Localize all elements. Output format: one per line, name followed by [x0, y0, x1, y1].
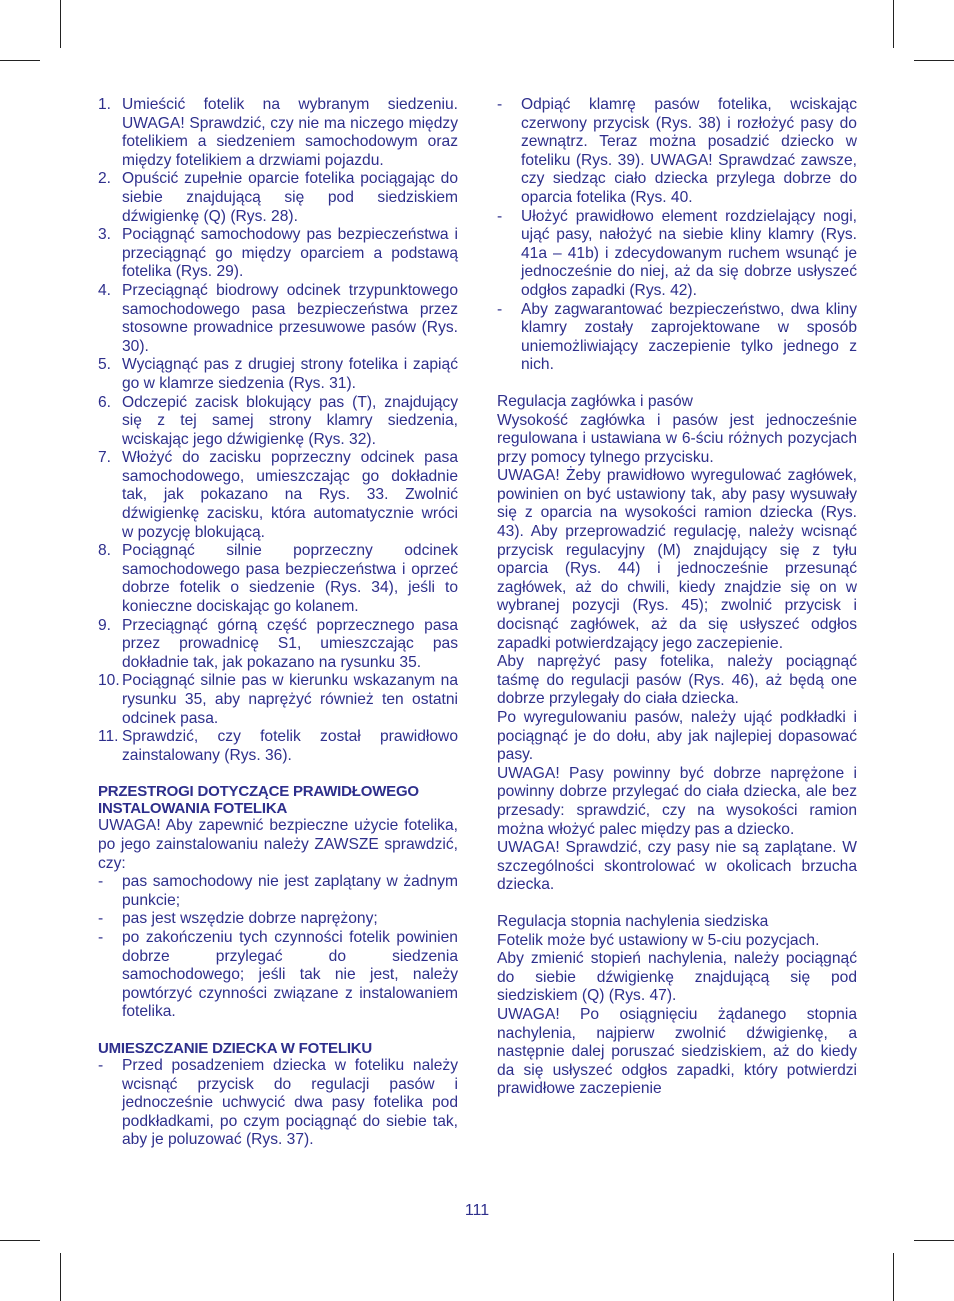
crop-mark: [0, 60, 40, 61]
list-item: 11. Sprawdzić, czy fotelik został prawidłowo zainstalowany (Rys. 36).: [98, 728, 458, 764]
list-item: - Odpiąć klamrę pasów fotelika, wciskając czerwony przycisk (Rys. 38) i rozłożyć pasy do zewnątrz. Teraz można posadzić dziecko w foteliku (Rys. 39). UWAGA! Sprawdzać zawsze, czy siedząc ciało dziecka przylega dobrze do oparcia fotelika (Rys. 40.: [497, 96, 857, 206]
crop-mark: [914, 1240, 954, 1241]
right-column: [497, 96, 857, 1099]
list-item: 5. Wyciągnąć pas z drugiej strony fotelika i zapiąć go w klamrze siedzenia (Rys. 31).: [98, 356, 458, 392]
warnings-list: [98, 873, 458, 1022]
warnings-intro: UWAGA! Aby zapewnić bezpieczne użycie fotelika, po jego zainstalowaniu należy ZAWSZE sprawdzić, czy:: [98, 817, 458, 872]
left-column: [98, 96, 458, 1150]
child-list: [98, 1057, 458, 1150]
paragraph: Aby zmienić stopień nachylenia, należy pociągnąć do siebie dźwigienkę znajdującą się pod siedziskiem (Q) (Rys. 47).: [497, 950, 857, 1005]
paragraph: UWAGA! Żeby prawidłowo wyregulować zagłówek, powinien on być ustawiony tak, aby pasy wysuwały się z oparcia na wysokości ramion dziecka (Rys. 43). Aby przeprowadzić regulację, należy wcisnąć przycisk regulacyjny (M) znajdujący się z tyłu oparcia (Rys. 44) i jednocześnie przesunąć zagłówek, aż do chwili, kiedy znajdzie się on w wybranej pozycji (Rys. 45); zwolnić przycisk i docisnąć zagłówek, aż da się usłyszeć odgłos zapadki potwierdzający jego zaczepienie.: [497, 467, 857, 652]
child-list-continued: [497, 96, 857, 375]
paragraph: Fotelik może być ustawiony w 5-ciu pozycjach.: [497, 931, 820, 949]
list-item: - po zakończeniu tych czynności fotelik powinien dobrze przylegać do siedzenia samochodowego; jeśli tak nie jest, należy powtórzyć czynności związane z instalowaniem fotelika.: [98, 928, 458, 1021]
paragraph: Aby naprężyć pasy fotelika, należy pociągnąć taśmę do regulacji pasów (Rys. 46), aż będą one dobrze przylegały do ciała dziecka.: [497, 653, 857, 708]
list-item: - Aby zagwarantować bezpieczeństwo, dwa kliny klamry zostały zaprojektowane w sposób uniemożliwiający zaczepienie tylko jednego z nich.: [497, 300, 857, 374]
list-item: 2. Opuścić zupełnie oparcie fotelika pociągając do siebie znajdującą się pod siedziskiem dźwigienkę (Q) (Rys. 28).: [98, 170, 458, 225]
list-item: 1. Umieścić fotelik na wybranym siedzeniu. UWAGA! Sprawdzić, czy nie ma niczego między fotelikiem a siedzeniem samochodowym oraz między fotelikiem a drzwiami pojazdu.: [98, 96, 458, 169]
paragraph: UWAGA! Pasy powinny być dobrze naprężone i powinny dobrze przylegać do ciała dziecka, ale bez przesady: sprawdzić, czy na wysokości ramion można włożyć palec między pas a dziecko.: [497, 764, 857, 838]
list-item: - Ułożyć prawidłowo element rozdzielający nogi, ująć pasy, nałożyć na siebie kliny klamry (Rys. 41a – 41b) i zdecydowanym ruchem wsunąć je jednocześnie do niej, aż da się dobrze usłyszeć odgłos zapadki (Rys. 42).: [497, 207, 857, 299]
list-item: - Przed posadzeniem dziecka w foteliku należy wcisnąć przycisk do regulacji pasów i jednocześnie uchwycić dwa pasy fotelika pod podkładkami, po czym pociągnąć do siebie tak, aby je poluzować (Rys. 37).: [98, 1056, 458, 1149]
crop-mark: [0, 1240, 40, 1241]
crop-mark: [893, 1253, 894, 1301]
list-item: - pas jest wszędzie dobrze naprężony;: [98, 910, 378, 928]
list-item: 3. Pociągnąć samochodowy pas bezpieczeństwa i przeciągnąć go między oparciem a podstawą fotelika (Rys. 29).: [98, 226, 458, 281]
installation-steps: [98, 96, 458, 765]
seat-heading: Regulacja stopnia nachylenia siedziska: [497, 912, 769, 930]
crop-mark: [914, 60, 954, 61]
crop-mark: [60, 1253, 61, 1301]
warnings-heading: PRZESTROGI DOTYCZĄCE PRAWIDŁOWEGO INSTALOWANIA FOTELIKA: [98, 783, 419, 818]
list-item: 8. Pociągnąć silnie poprzeczny odcinek samochodowego pasa bezpieczeństwa i oprzeć dobrze fotelik o siedzenie (Rys. 34), jeśli to konieczne dociskając go kolanem.: [98, 542, 458, 616]
paragraph: UWAGA! Sprawdzić, czy pasy nie są zaplątane. W szczególności skontrolować w okolicach brzucha dziecka.: [497, 839, 857, 894]
list-item: 10. Pociągnąć silnie pas w kierunku wskazanym na rysunku 35, aby naprężyć również ten ostatni odcinek pasa.: [98, 672, 458, 727]
paragraph: Po wyregulowaniu pasów, należy ująć podkładki i pociągnąć je do dołu, aby jak najlepiej dopasować pasy.: [497, 709, 857, 764]
list-item: 6. Odczepić zacisk blokujący pas (T), znajdujący się z tej samej strony klamry siedzenia, wciskając jego dźwigienkę (Rys. 32).: [98, 393, 458, 448]
crop-mark: [60, 0, 61, 48]
list-item: 4. Przeciągnąć biodrowy odcinek trzypunktowego samochodowego pasa bezpieczeństwa przez stosowne prowadnice przesuwowe pasów (Rys. 30).: [98, 281, 458, 355]
crop-mark: [893, 0, 894, 48]
list-item: 7. Włożyć do zacisku poprzeczny odcinek pasa samochodowego, umieszczając go dokładnie tak, jak pokazano na Rys. 33. Zwolnić dźwigienkę zacisku, która automatycznie wróci w pozycję blokującą.: [98, 449, 458, 541]
list-item: 9. Przeciągnąć górną część poprzecznego pasa przez prowadnicę S1, umieszczając pas dokładnie tak, jak pokazano na rysunku 35.: [98, 616, 458, 671]
child-heading: UMIESZCZANIE DZIECKA W FOTELIKU: [98, 1039, 373, 1057]
paragraph: UWAGA! Po osiągnięciu żądanego stopnia nachylenia, najpierw zwolnić dźwigienkę, a następnie dalej poruszać siedziskiem, aż do kiedy da się usłyszeć odgłos zapadki, który potwierdzi prawidłowe zaczepienie: [497, 1005, 857, 1098]
headrest-heading: Regulacja zagłówka i pasów: [497, 392, 693, 410]
list-item: - pas samochodowy nie jest zaplątany w żadnym punkcie;: [98, 873, 458, 909]
page-number: 111: [464, 1202, 490, 1219]
paragraph: Wysokość zagłówka i pasów jest jednocześnie regulowana i ustawiana w 6-ściu różnych pozycjach przy pomocy tylnego przycisku.: [497, 411, 857, 466]
